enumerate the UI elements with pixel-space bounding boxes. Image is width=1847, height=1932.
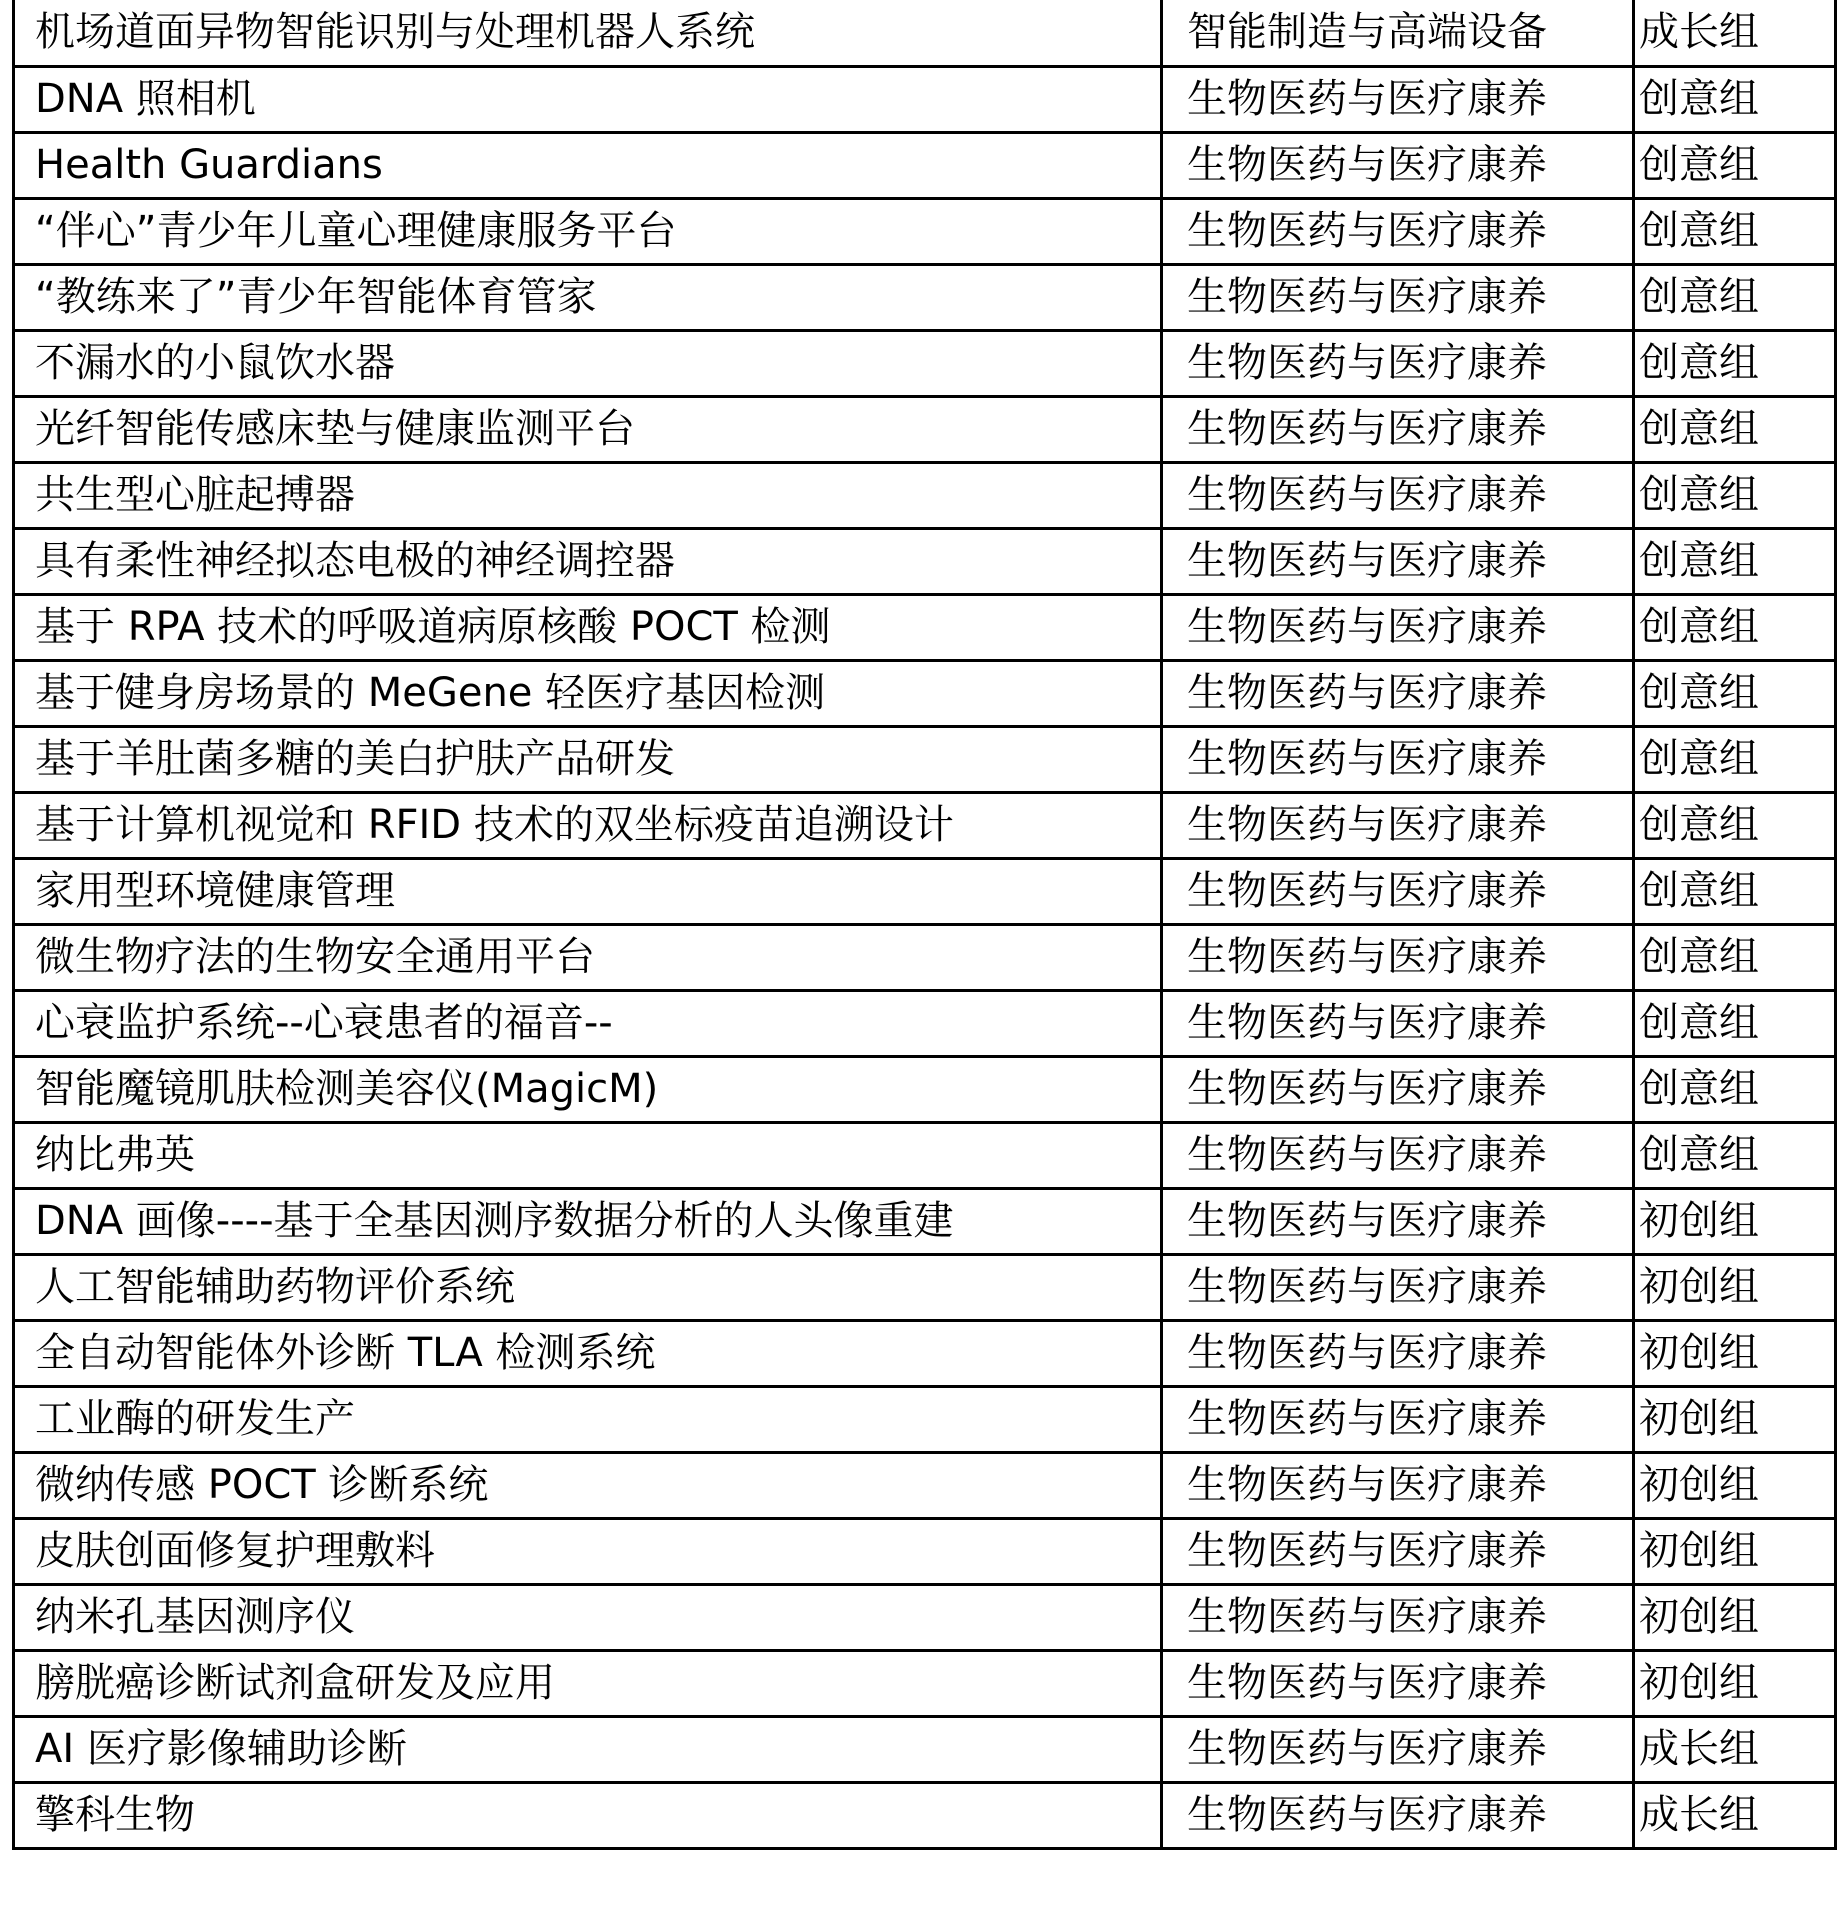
field-cell: 生物医药与医疗康养: [1162, 792, 1634, 858]
field-cell: 生物医药与医疗康养: [1162, 1320, 1634, 1386]
project-name-cell: DNA 照相机: [14, 66, 1162, 132]
table-row: [14, 858, 1836, 924]
table-row: [14, 1056, 1836, 1122]
group-cell: 创意组: [1634, 264, 1836, 330]
group-cell: 初创组: [1634, 1584, 1836, 1650]
field-cell: 生物医药与医疗康养: [1162, 726, 1634, 792]
project-name-cell: 光纤智能传感床垫与健康监测平台: [14, 396, 1162, 462]
table-row: [14, 792, 1836, 858]
table-row: [14, 1386, 1836, 1452]
field-cell: 生物医药与医疗康养: [1162, 1716, 1634, 1782]
group-cell: 创意组: [1634, 990, 1836, 1056]
table-row: [14, 198, 1836, 264]
group-cell: 初创组: [1634, 1518, 1836, 1584]
table-row: [14, 0, 1836, 66]
project-name-cell: “教练来了”青少年智能体育管家: [14, 264, 1162, 330]
field-cell: 生物医药与医疗康养: [1162, 1518, 1634, 1584]
field-cell: 生物医药与医疗康养: [1162, 1782, 1634, 1848]
table-row: [14, 594, 1836, 660]
field-cell: 生物医药与医疗康养: [1162, 924, 1634, 990]
table-row: [14, 924, 1836, 990]
table-row: [14, 1650, 1836, 1716]
group-cell: 成长组: [1634, 0, 1836, 66]
project-name-cell: 家用型环境健康管理: [14, 858, 1162, 924]
project-name-cell: 心衰监护系统--心衰患者的福音--: [14, 990, 1162, 1056]
group-cell: 创意组: [1634, 396, 1836, 462]
project-name-cell: 基于健身房场景的 MeGene 轻医疗基因检测: [14, 660, 1162, 726]
field-cell: 生物医药与医疗康养: [1162, 858, 1634, 924]
project-name-cell: 擎科生物: [14, 1782, 1162, 1848]
table-row: [14, 1452, 1836, 1518]
table-row: [14, 396, 1836, 462]
group-cell: 创意组: [1634, 528, 1836, 594]
field-cell: 生物医药与医疗康养: [1162, 462, 1634, 528]
group-cell: 创意组: [1634, 594, 1836, 660]
group-cell: 创意组: [1634, 792, 1836, 858]
project-name-cell: 皮肤创面修复护理敷料: [14, 1518, 1162, 1584]
project-name-cell: 具有柔性神经拟态电极的神经调控器: [14, 528, 1162, 594]
group-cell: 初创组: [1634, 1650, 1836, 1716]
table-body: [14, 0, 1836, 1848]
group-cell: 初创组: [1634, 1386, 1836, 1452]
project-name-cell: 不漏水的小鼠饮水器: [14, 330, 1162, 396]
project-name-cell: 基于计算机视觉和 RFID 技术的双坐标疫苗追溯设计: [14, 792, 1162, 858]
group-cell: 创意组: [1634, 726, 1836, 792]
group-cell: 初创组: [1634, 1188, 1836, 1254]
group-cell: 初创组: [1634, 1320, 1836, 1386]
field-cell: 生物医药与医疗康养: [1162, 330, 1634, 396]
field-cell: 生物医药与医疗康养: [1162, 1452, 1634, 1518]
field-cell: 生物医药与医疗康养: [1162, 1056, 1634, 1122]
group-cell: 创意组: [1634, 660, 1836, 726]
table-row: [14, 990, 1836, 1056]
project-name-cell: 纳比弗英: [14, 1122, 1162, 1188]
table-row: [14, 1122, 1836, 1188]
project-name-cell: 工业酶的研发生产: [14, 1386, 1162, 1452]
field-cell: 生物医药与医疗康养: [1162, 132, 1634, 198]
table-row: [14, 1716, 1836, 1782]
table-row: [14, 528, 1836, 594]
group-cell: 创意组: [1634, 132, 1836, 198]
project-name-cell: 全自动智能体外诊断 TLA 检测系统: [14, 1320, 1162, 1386]
project-name-cell: 机场道面异物智能识别与处理机器人系统: [14, 0, 1162, 66]
project-name-cell: 智能魔镜肌肤检测美容仪(MagicM): [14, 1056, 1162, 1122]
field-cell: 生物医药与医疗康养: [1162, 396, 1634, 462]
field-cell: 生物医药与医疗康养: [1162, 198, 1634, 264]
table-row: [14, 1782, 1836, 1848]
project-name-cell: 膀胱癌诊断试剂盒研发及应用: [14, 1650, 1162, 1716]
group-cell: 初创组: [1634, 1254, 1836, 1320]
group-cell: 成长组: [1634, 1782, 1836, 1848]
field-cell: 智能制造与高端设备: [1162, 0, 1634, 66]
table-row: [14, 132, 1836, 198]
field-cell: 生物医药与医疗康养: [1162, 1254, 1634, 1320]
group-cell: 创意组: [1634, 66, 1836, 132]
field-cell: 生物医药与医疗康养: [1162, 1188, 1634, 1254]
table-row: [14, 1320, 1836, 1386]
group-cell: 初创组: [1634, 1452, 1836, 1518]
project-name-cell: “伴心”青少年儿童心理健康服务平台: [14, 198, 1162, 264]
group-cell: 创意组: [1634, 330, 1836, 396]
group-cell: 创意组: [1634, 1056, 1836, 1122]
table-row: [14, 462, 1836, 528]
project-name-cell: 微生物疗法的生物安全通用平台: [14, 924, 1162, 990]
project-name-cell: Health Guardians: [14, 132, 1162, 198]
field-cell: 生物医药与医疗康养: [1162, 660, 1634, 726]
table-row: [14, 330, 1836, 396]
field-cell: 生物医药与医疗康养: [1162, 264, 1634, 330]
field-cell: 生物医药与医疗康养: [1162, 528, 1634, 594]
project-name-cell: 基于 RPA 技术的呼吸道病原核酸 POCT 检测: [14, 594, 1162, 660]
table-row: [14, 660, 1836, 726]
project-name-cell: 共生型心脏起搏器: [14, 462, 1162, 528]
field-cell: 生物医药与医疗康养: [1162, 1584, 1634, 1650]
group-cell: 创意组: [1634, 858, 1836, 924]
field-cell: 生物医药与医疗康养: [1162, 66, 1634, 132]
table-row: [14, 66, 1836, 132]
project-name-cell: 微纳传感 POCT 诊断系统: [14, 1452, 1162, 1518]
project-name-cell: 基于羊肚菌多糖的美白护肤产品研发: [14, 726, 1162, 792]
project-table: [12, 0, 1837, 1850]
field-cell: 生物医药与医疗康养: [1162, 1650, 1634, 1716]
field-cell: 生物医药与医疗康养: [1162, 990, 1634, 1056]
group-cell: 成长组: [1634, 1716, 1836, 1782]
table-row: [14, 1584, 1836, 1650]
table-row: [14, 1518, 1836, 1584]
group-cell: 创意组: [1634, 924, 1836, 990]
table-row: [14, 726, 1836, 792]
table-row: [14, 264, 1836, 330]
field-cell: 生物医药与医疗康养: [1162, 594, 1634, 660]
field-cell: 生物医药与医疗康养: [1162, 1386, 1634, 1452]
project-name-cell: 纳米孔基因测序仪: [14, 1584, 1162, 1650]
group-cell: 创意组: [1634, 198, 1836, 264]
table-row: [14, 1188, 1836, 1254]
field-cell: 生物医药与医疗康养: [1162, 1122, 1634, 1188]
group-cell: 创意组: [1634, 1122, 1836, 1188]
table-row: [14, 1254, 1836, 1320]
group-cell: 创意组: [1634, 462, 1836, 528]
project-name-cell: AI 医疗影像辅助诊断: [14, 1716, 1162, 1782]
project-name-cell: DNA 画像----基于全基因测序数据分析的人头像重建: [14, 1188, 1162, 1254]
project-name-cell: 人工智能辅助药物评价系统: [14, 1254, 1162, 1320]
